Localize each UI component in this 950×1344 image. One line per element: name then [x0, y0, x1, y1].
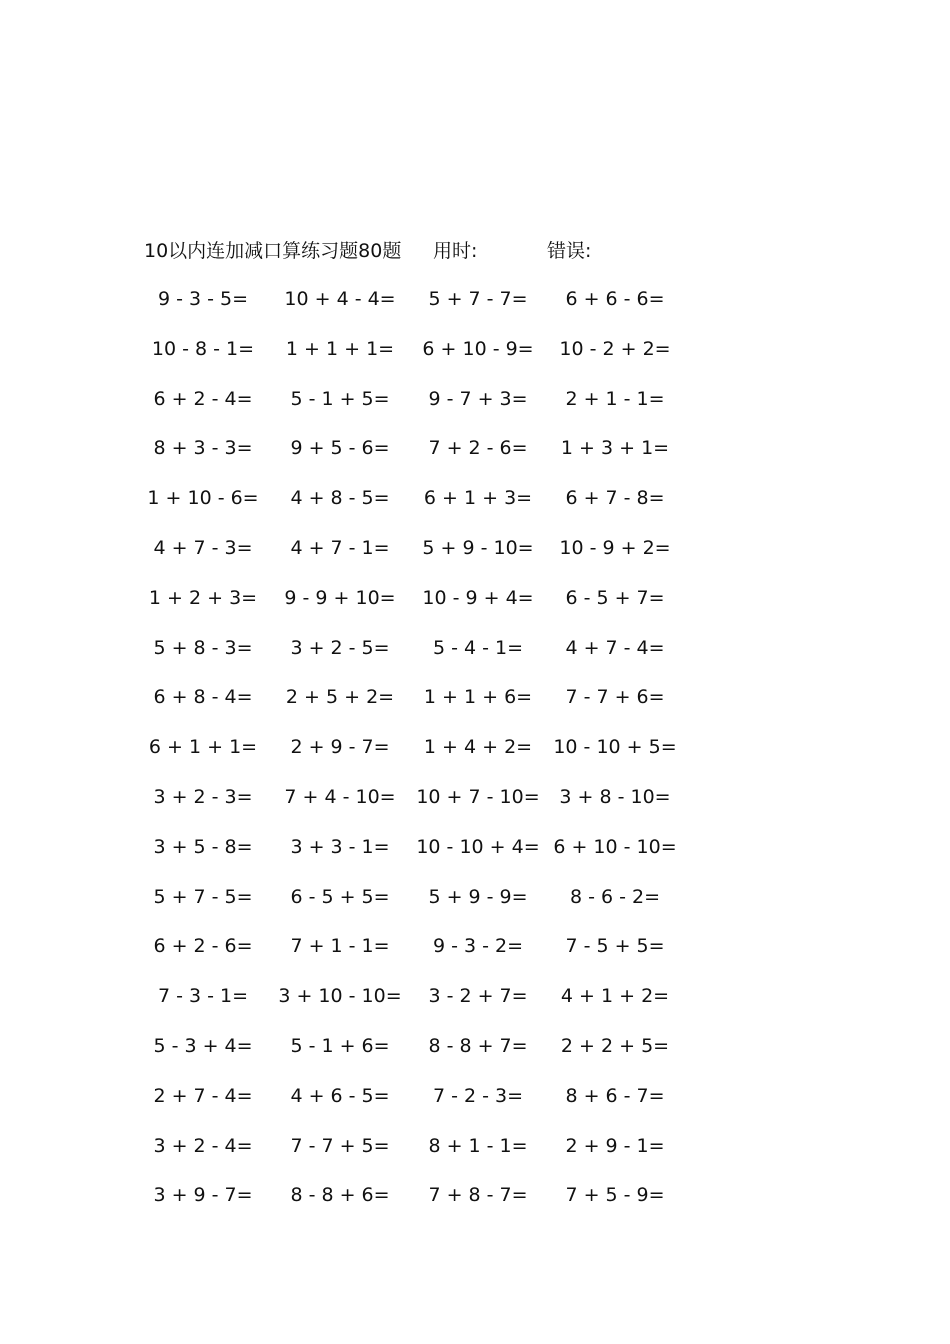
- math-problem: 9 - 3 - 5=: [157, 288, 249, 310]
- math-problem: 4 + 6 - 5=: [290, 1084, 390, 1107]
- math-problem: 5 - 3 + 4=: [153, 1035, 253, 1057]
- math-problem: 7 - 5 + 5=: [565, 935, 665, 958]
- math-problem: 6 - 5 + 5=: [290, 885, 390, 908]
- math-problem: 2 + 1 - 1=: [565, 387, 665, 410]
- math-problem: 4 + 8 - 5=: [290, 487, 390, 510]
- math-problem: 1 + 3 + 1=: [560, 437, 670, 460]
- math-problem: 7 + 1 - 1=: [290, 935, 390, 958]
- math-problem: 10 - 10 + 5=: [553, 736, 677, 759]
- math-problem: 9 - 3 - 2=: [432, 935, 524, 958]
- math-problem: 8 - 6 - 2=: [569, 885, 661, 908]
- math-problem: 1 + 2 + 3=: [148, 586, 258, 609]
- math-problem: 7 - 7 + 6=: [565, 686, 665, 709]
- math-problem: 5 - 1 + 5=: [290, 387, 390, 410]
- math-problem: 7 + 2 - 6=: [428, 437, 528, 460]
- math-problem: 6 + 2 - 6=: [153, 935, 253, 958]
- math-problem: 8 - 8 + 6=: [290, 1184, 390, 1207]
- math-problem: 10 - 8 - 1=: [151, 337, 255, 360]
- math-problem: 4 + 7 - 3=: [153, 537, 253, 559]
- math-problem: 3 + 2 - 5=: [290, 636, 390, 659]
- math-problem: 5 - 1 + 6=: [290, 1035, 390, 1057]
- math-problem: 5 + 7 - 7=: [428, 288, 528, 310]
- math-problem: 7 - 2 - 3=: [432, 1084, 524, 1107]
- math-problem: 5 + 9 - 9=: [428, 885, 528, 908]
- math-problem: 8 - 8 + 7=: [428, 1035, 528, 1057]
- math-problem: 2 + 2 + 5=: [560, 1035, 670, 1057]
- math-problem: 10 - 2 + 2=: [559, 337, 671, 360]
- math-problem: 10 - 9 + 4=: [422, 586, 534, 609]
- math-problem: 1 + 10 - 6=: [147, 487, 259, 510]
- math-problem: 6 + 2 - 4=: [153, 387, 253, 410]
- math-problem: 2 + 5 + 2=: [285, 686, 395, 709]
- math-problem: 5 - 4 - 1=: [432, 636, 524, 659]
- math-problem: 1 + 4 + 2=: [423, 736, 533, 759]
- math-problem: 3 + 2 - 4=: [153, 1134, 253, 1157]
- math-problem: 4 + 7 - 1=: [290, 537, 390, 559]
- math-problem: 2 + 9 - 7=: [290, 736, 390, 759]
- math-problem: 6 + 8 - 4=: [153, 686, 253, 709]
- math-problem: 1 + 1 + 1=: [285, 337, 395, 360]
- math-problem: 6 - 5 + 7=: [565, 586, 665, 609]
- math-problem: 3 + 5 - 8=: [153, 835, 253, 858]
- math-problem: 10 + 7 - 10=: [416, 786, 540, 808]
- time-used-label: 用时:: [433, 240, 478, 262]
- math-problem: 6 + 10 - 10=: [553, 835, 677, 858]
- math-problem: 8 + 6 - 7=: [565, 1084, 665, 1107]
- math-problem: 7 + 5 - 9=: [565, 1184, 665, 1207]
- math-problem: 5 + 9 - 10=: [422, 537, 534, 559]
- math-problem: 5 + 8 - 3=: [153, 636, 253, 659]
- math-problem: 9 - 9 + 10=: [284, 586, 396, 609]
- math-problem: 10 - 10 + 4=: [416, 835, 540, 858]
- math-problem: 10 + 4 - 4=: [284, 288, 396, 310]
- math-problem: 3 - 2 + 7=: [428, 985, 528, 1008]
- math-problem: 10 - 9 + 2=: [559, 537, 671, 559]
- math-problem: 6 + 10 - 9=: [422, 337, 534, 360]
- math-problem: 7 + 8 - 7=: [428, 1184, 528, 1207]
- math-problem: 4 + 1 + 2=: [560, 985, 670, 1008]
- math-problem: 3 + 10 - 10=: [278, 985, 402, 1008]
- math-problem: 2 + 9 - 1=: [565, 1134, 665, 1157]
- worksheet-header: [0, 236, 950, 264]
- math-problem: 3 + 3 - 1=: [290, 835, 390, 858]
- math-problem: 6 + 1 + 1=: [148, 736, 258, 759]
- worksheet-title: 10以内连加减口算练习题80题: [144, 240, 402, 262]
- math-problem: 7 - 7 + 5=: [290, 1134, 390, 1157]
- math-problem: 9 + 5 - 6=: [290, 437, 390, 460]
- math-problem: 3 + 8 - 10=: [559, 786, 671, 808]
- math-problem: 1 + 1 + 6=: [423, 686, 533, 709]
- math-problem: 8 + 3 - 3=: [153, 437, 253, 460]
- math-problem: 3 + 2 - 3=: [153, 786, 253, 808]
- errors-label: 错误:: [547, 240, 592, 262]
- math-problem: 3 + 9 - 7=: [153, 1184, 253, 1207]
- math-problem: 9 - 7 + 3=: [428, 387, 528, 410]
- math-problem: 5 + 7 - 5=: [153, 885, 253, 908]
- math-problem: 4 + 7 - 4=: [565, 636, 665, 659]
- math-problem: 6 + 7 - 8=: [565, 487, 665, 510]
- math-problem: 6 + 6 - 6=: [565, 288, 665, 310]
- math-problem: 7 + 4 - 10=: [284, 786, 396, 808]
- math-problem: 8 + 1 - 1=: [428, 1134, 528, 1157]
- math-problem: 2 + 7 - 4=: [153, 1084, 253, 1107]
- math-problem: 7 - 3 - 1=: [157, 985, 249, 1008]
- math-problem: 6 + 1 + 3=: [423, 487, 533, 510]
